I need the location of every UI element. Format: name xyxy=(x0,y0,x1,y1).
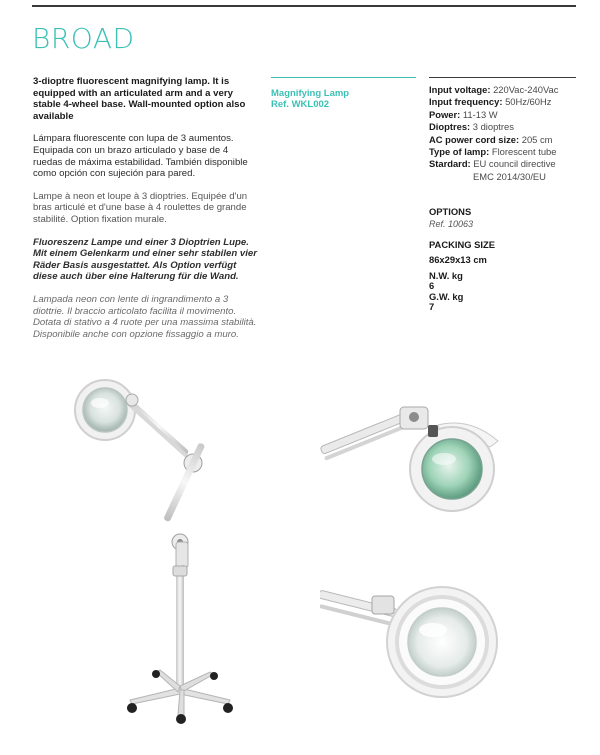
specs-rule xyxy=(429,77,576,78)
spec-value: EU council directive xyxy=(473,158,556,170)
description-en: 3-dioptre fluorescent magnifying lamp. It is equipped with an articulated arm and a very stable 4-wheel base. Wall-mounted option also available xyxy=(33,76,246,122)
lamp-head-front-photo xyxy=(320,570,520,735)
top-rule xyxy=(32,5,576,7)
product-ref: Ref. WKL002 xyxy=(271,99,330,110)
spec-row-standard xyxy=(429,158,599,170)
spec-label: Stardard: xyxy=(429,158,471,170)
gross-weight-label: G.W. kg xyxy=(429,290,464,302)
spec-value: 220Vac-240Vac xyxy=(493,84,559,95)
packing-size: 86x29x13 cm xyxy=(429,254,487,266)
spec-label: Power: xyxy=(429,108,461,120)
spec-label: AC power cord size: xyxy=(429,133,520,145)
net-weight-label: N.W. kg xyxy=(429,269,463,281)
spec-label: Input voltage: xyxy=(429,84,491,95)
description-fr: Lampe à neon et loupe à 3 dioptries. Equipée d'un bras articulé et d'une base à 4 roulettes de grande stabilité. Option fixation murale. xyxy=(33,190,248,225)
product-rule xyxy=(271,77,416,78)
spec-row-frequency xyxy=(429,96,599,108)
spec-value: Florescent tube xyxy=(491,146,557,158)
spec-row-voltage xyxy=(429,84,599,96)
spec-row-cord xyxy=(429,134,599,146)
packing-heading: PACKING SIZE xyxy=(429,239,495,250)
packing-section xyxy=(429,240,495,312)
description-es: Lámpara fluorescente con lupa de 3 aumentos. Equipada con un brazo articulado y base de 4 ruedas de máxima estabilidad. También disponible como opción con sujeción para pared. xyxy=(33,133,248,180)
description-de: Fluoreszenz Lampe und einer 3 Dioptrien Lupe. Mit einem Gelenkarm und einer sehr stabilen vier Räder Basis ausgestattet. Als Option verfügt diese auch über eine Halterung für die Wand. xyxy=(33,236,257,283)
spec-value: 50Hz/60Hz xyxy=(505,96,552,108)
options-ref: Ref. 10063 xyxy=(429,219,474,229)
specs-list xyxy=(429,84,599,183)
page-title: BROAD xyxy=(32,22,135,55)
options-heading: OPTIONS xyxy=(429,206,472,217)
product-name: Magnifying Lamp xyxy=(271,88,350,99)
lamp-head-closeup-photo xyxy=(320,395,510,535)
spec-row-dioptres xyxy=(429,121,599,133)
gross-weight-value: 7 xyxy=(429,301,435,313)
spec-label: Type of lamp: xyxy=(429,146,490,158)
spec-row-standard-cont: EMC 2014/30/EU xyxy=(473,170,546,182)
description-it: Lampada neon con lente di ingrandimento a 3 diottrie. Il braccio articolato facilita il movimento. Dotata di stativo a 4 ruote per una massima stabilità. Disponibile anche con opzione fissaggio a muro. xyxy=(33,293,257,340)
spec-row-lamp-type xyxy=(429,146,599,158)
spec-row-power xyxy=(429,109,599,121)
spec-value: 3 dioptres xyxy=(472,121,514,133)
description-column xyxy=(33,76,258,351)
spec-label: Dioptres: xyxy=(429,121,471,133)
floor-lamp-photo xyxy=(60,370,260,730)
spec-value: 11-13 W xyxy=(462,108,498,120)
spec-value: 205 cm xyxy=(521,133,553,145)
net-weight-value: 6 xyxy=(429,280,435,292)
spec-label: Input frequency: xyxy=(429,96,503,108)
